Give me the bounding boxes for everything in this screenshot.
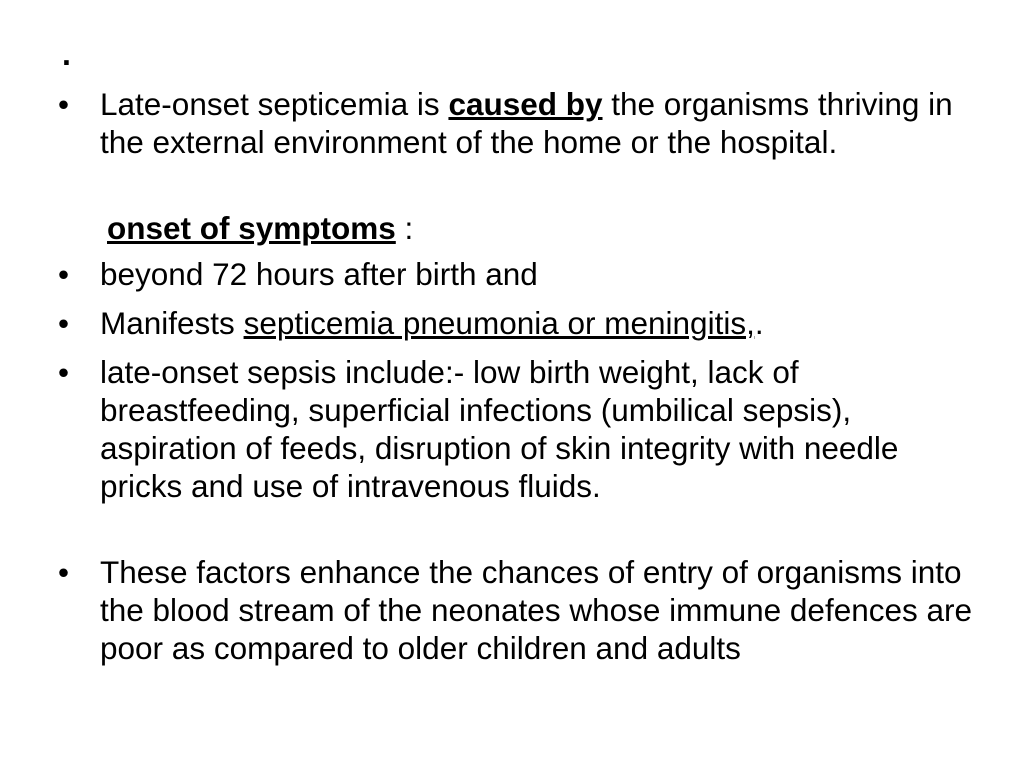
caused-by-emphasis: caused by [448, 86, 603, 122]
bullet-text: beyond 72 hours after birth and [100, 256, 538, 292]
bullet-text-pre: Late-onset septicemia is [100, 86, 449, 122]
bullet-text-pre: Manifests [100, 305, 244, 341]
leading-dot: . [62, 36, 71, 72]
manifestations-underlined: septicemia pneumonia or meningitis, [243, 305, 755, 341]
bullet-text-post: the organisms thriving in the external environment of the home or the hospital. [100, 86, 953, 160]
bullet-icon: • [58, 305, 70, 341]
subhead-label: onset of symptoms [107, 210, 396, 246]
bullet-text: late-onset sepsis include:- low birth weight, lack of breastfeeding, superficial infections (umbilical sepsis), aspiration of feeds, disruption of skin integrity with needle pricks and use of intravenous fluids. [100, 354, 899, 504]
bullet-text [100, 85, 978, 161]
bullet-item-2 [58, 255, 978, 293]
bullet-item-4 [58, 353, 978, 505]
onset-of-symptoms-heading [107, 209, 413, 247]
bullet-item-1 [58, 85, 978, 161]
bullet-text-post: . [754, 305, 764, 341]
bullet-icon: • [58, 86, 70, 122]
subhead-suffix: : [395, 210, 414, 246]
bullet-icon: • [58, 256, 70, 292]
bullet-item-3 [58, 304, 978, 342]
bullet-icon: • [58, 554, 70, 590]
bullet-item-5 [58, 553, 978, 667]
bullet-icon: • [58, 354, 70, 390]
bullet-text: These factors enhance the chances of entry of organisms into the blood stream of the neonates whose immune defences are poor as compared to older children and adults [100, 554, 973, 666]
bullet-text [100, 304, 978, 342]
